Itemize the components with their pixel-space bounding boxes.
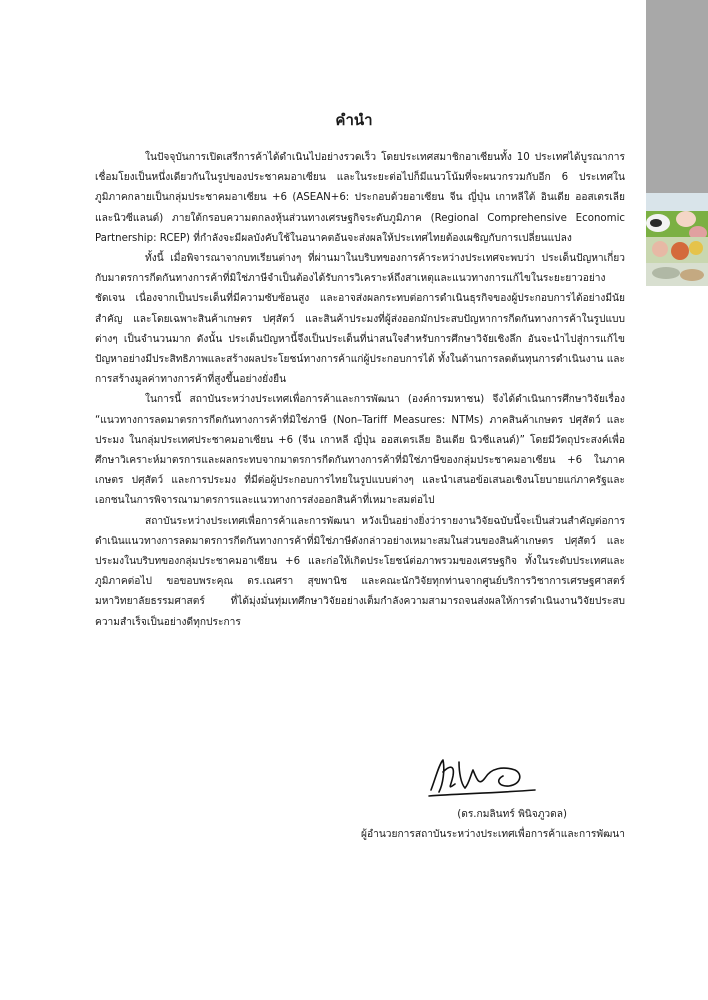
cover-photo-thumbnail: [646, 193, 708, 286]
side-color-band: [646, 0, 708, 193]
paragraph-2: ทั้งนี้ เมื่อพิจารณาจากบทเรียนต่างๆ ที่ผ่านมาในบริบทของการค้าระหว่างประเทศจะพบว่า ประเด็นปัญหาเกี่ยวกับมาตรการกีดกันทางการค้าที่มิใช่ภาษีจำเป็นต้องได้รับการวิเคราะห์ถึงสาเหตุและแนวทางการแก้ไขในระยะยาวอย่างชัดเจน เนื่องจากเป็นประเด็นที่มีความซับซ้อนสูง และอาจส่งผลกระทบต่อการดำเนินธุรกิจของผู้ประกอบการได้อย่างมีนัยสำคัญ และโดยเฉพาะสินค้าเกษตร ปศุสัตว์ และสินค้าประมงที่ผู้ส่งออกมักประสบปัญหาการกีดกันทางการค้าในรูปแบบต่างๆ เป็นจำนวนมาก ดังนั้น ประเด็นปัญหานี้จึงเป็นประเด็นที่น่าสนใจสำหรับการศึกษาวิจัยเชิงลึก อันจะนำไปสู่การแก้ไขปัญหาอย่างมีประสิทธิภาพและสร้างผลประโยชน์ทางการค้าแก่ผู้ประกอบการได้ ทั้งในด้านการลดต้นทุนการดำเนินงาน และการสร้างมูลค่าทางการค้าที่สูงขึ้นอย่างยั่งยืน: [95, 253, 625, 386]
signature-image: [425, 750, 540, 802]
paragraph-1: ในปัจจุบันการเปิดเสรีการค้าได้ดำเนินไปอย่างรวดเร็ว โดยประเทศสมาชิกอาเซียนทั้ง 10 ประเทศได้บูรณาการเชื่อมโยงเป็นหนึ่งเดียวกันในรูปของประชาคมอาเซียน และในระยะต่อไปก็มีแนวโน้มที่จะผนวกรวมกับอีก 6 ประเทศในภูมิภาคกลายเป็นกลุ่มประชาคมอาเซียน +6 (ASEAN+6: ประกอบด้วยอาเซียน จีน ญี่ปุ่น เกาหลีใต้ อินเดีย ออสเตรเลีย และนิวซีแลนด์) ภายใต้กรอบความตกลงหุ้นส่วนทางเศรษฐกิจระดับภูมิภาค (Regional Comprehensive Economic Partnership: RCEP) ที่กำลังจะมีผลบังคับใช้ในอนาคตอันจะส่งผลให้ประเทศไทยต้องเผชิญกับการเปลี่ยนแปลง: [95, 152, 625, 244]
page-title: คำนำ: [335, 111, 373, 129]
paragraph-4: สถาบันระหว่างประเทศเพื่อการค้าและการพัฒนา หวังเป็นอย่างยิ่งว่ารายงานวิจัยฉบับนี้จะเป็นส่วนสำคัญต่อการดำเนินแนวทางการลดมาตรการกีดกันทางการค้าที่มิใช่ภาษีดังกล่าวอย่างเหมาะสมในส่วนของสินค้าเกษตร ปศุสัตว์ และประมงในบริบทของกลุ่มประชาคมอาเซียน +6 และก่อให้เกิดประโยชน์ต่อภาพรวมของเศรษฐกิจ ทั้งในระดับประเทศและภูมิภาคต่อไป ขอขอบพระคุณ ดร.เณศรา สุขพานิช และคณะนักวิจัยทุกท่านจากศูนย์บริการวิชาการเศรษฐศาสตร์ มหาวิทยาลัยธรรมศาสตร์ ที่ได้มุ่งมั่นทุ่มเทศึกษาวิจัยอย่างเต็มกำลังความสามารถจนส่งผลให้การดำเนินงานวิจัยประสบความสำเร็จเป็นอย่างดีทุกประการ: [95, 515, 625, 628]
preface-body: [95, 148, 625, 633]
signatory-position: ผู้อำนวยการสถาบันระหว่างประเทศเพื่อการค้าและการพัฒนา: [361, 829, 625, 840]
paragraph-3: ในการนี้ สถาบันระหว่างประเทศเพื่อการค้าและการพัฒนา (องค์การมหาชน) จึงได้ดำเนินการศึกษาวิจัยเรื่อง “แนวทางการลดมาตรการกีดกันทางการค้าที่มิใช่ภาษี (Non–Tariff Measures: NTMs) ภาคสินค้าเกษตร ปศุสัตว์ และประมง ในกลุ่มประเทศประชาคมอาเซียน +6 (จีน เกาหลี ญี่ปุ่น ออสเตรเลีย อินเดีย นิวซีแลนด์)” โดยมีวัตถุประสงค์เพื่อศึกษาวิเคราะห์มาตรการและผลกระทบจากมาตรการกีดกันทางการค้าที่มิใช่ภาษีของกลุ่มประชาคมอาเซียน +6 ในภาคเกษตร ปศุสัตว์ และการประมง ที่มีต่อผู้ประกอบการไทยในรูปแบบต่างๆ และนำเสนอข้อเสนอเชิงนโยบายแก่ภาครัฐและเอกชนในการพิจารณามาตรการและแนวทางการส่งออกสินค้าที่เหมาะสมต่อไป: [95, 394, 625, 507]
signatory-name: (ดร.กมลินทร์ พินิจภูวดล): [457, 809, 567, 820]
